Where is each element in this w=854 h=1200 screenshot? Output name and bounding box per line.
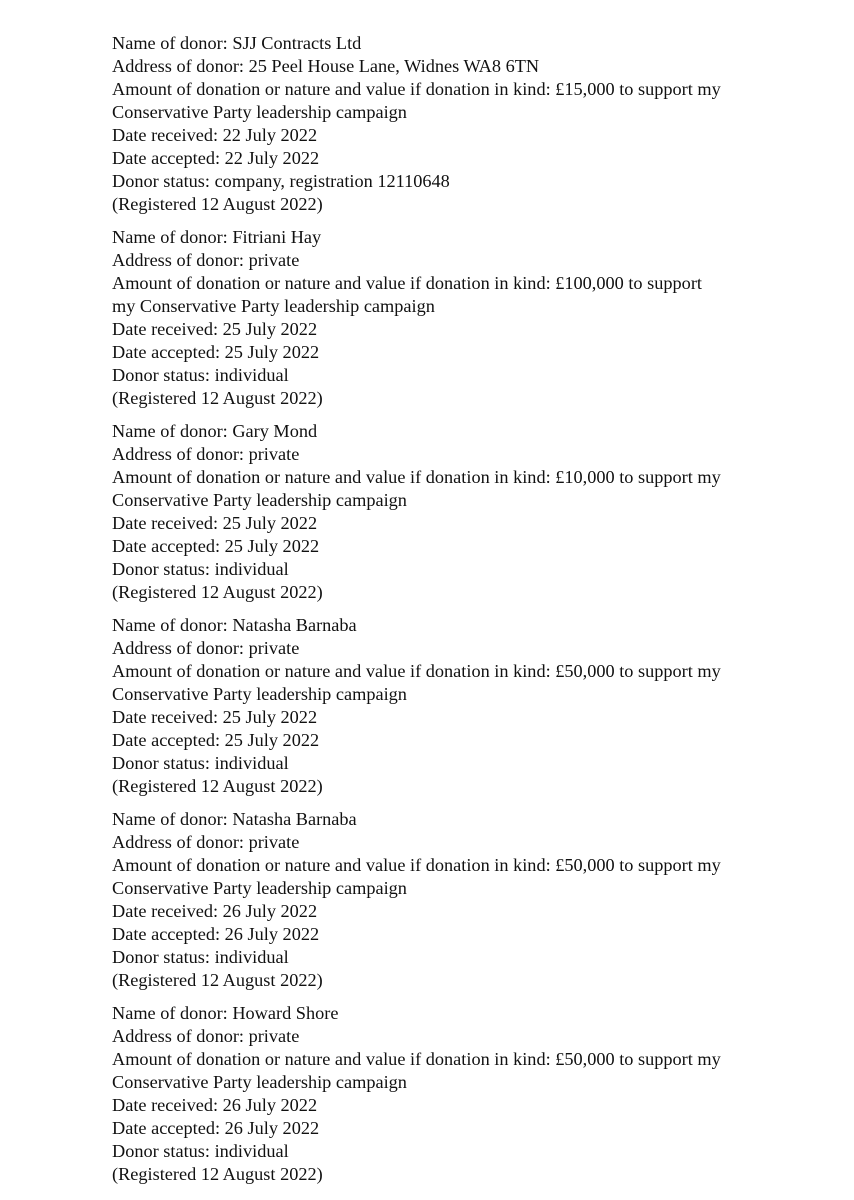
- donation-entry-natasha-barnaba-2: [112, 808, 812, 992]
- date-accepted: Date accepted: 22 July 2022: [112, 148, 320, 168]
- date-accepted: Date accepted: 26 July 2022: [112, 1118, 320, 1138]
- donation-amount: Amount of donation or nature and value if donation in kind: £50,000 to support my: [112, 661, 721, 681]
- donor-address: Address of donor: 25 Peel House Lane, Widnes WA8 6TN: [112, 56, 540, 76]
- donor-status: Donor status: company, registration 12110648: [112, 171, 450, 191]
- donation-amount: Amount of donation or nature and value if donation in kind: £50,000 to support my: [112, 1049, 721, 1069]
- donor-status: Donor status: individual: [112, 365, 289, 385]
- donor-name: Name of donor: Howard Shore: [112, 1003, 339, 1023]
- donation-amount: Amount of donation or nature and value if donation in kind: £10,000 to support my: [112, 467, 721, 487]
- registered-date: (Registered 12 August 2022): [112, 388, 323, 408]
- donor-address: Address of donor: private: [112, 638, 300, 658]
- donation-amount: Amount of donation or nature and value if donation in kind: £50,000 to support my: [112, 855, 721, 875]
- date-received: Date received: 22 July 2022: [112, 125, 318, 145]
- donor-name: Name of donor: Fitriani Hay: [112, 227, 322, 247]
- date-accepted: Date accepted: 26 July 2022: [112, 924, 320, 944]
- date-received: Date received: 25 July 2022: [112, 319, 318, 339]
- donation-amount-continued: Conservative Party leadership campaign: [112, 490, 407, 510]
- date-received: Date received: 26 July 2022: [112, 1095, 318, 1115]
- date-received: Date received: 25 July 2022: [112, 513, 318, 533]
- donation-entry-sjj-contracts: [112, 32, 812, 216]
- donor-status: Donor status: individual: [112, 1141, 289, 1161]
- donation-amount-continued: Conservative Party leadership campaign: [112, 1072, 407, 1092]
- donation-amount: Amount of donation or nature and value if donation in kind: £15,000 to support my: [112, 79, 721, 99]
- date-accepted: Date accepted: 25 July 2022: [112, 342, 320, 362]
- donor-name: Name of donor: Natasha Barnaba: [112, 615, 357, 635]
- registered-date: (Registered 12 August 2022): [112, 970, 323, 990]
- donor-name: Name of donor: Gary Mond: [112, 421, 318, 441]
- donor-address: Address of donor: private: [112, 444, 300, 464]
- date-accepted: Date accepted: 25 July 2022: [112, 730, 320, 750]
- donation-entry-fitriani-hay: [112, 226, 812, 410]
- donor-name: Name of donor: SJJ Contracts Ltd: [112, 33, 362, 53]
- donor-status: Donor status: individual: [112, 753, 289, 773]
- registered-date: (Registered 12 August 2022): [112, 194, 323, 214]
- donor-name: Name of donor: Natasha Barnaba: [112, 809, 357, 829]
- donor-address: Address of donor: private: [112, 832, 300, 852]
- donor-address: Address of donor: private: [112, 250, 300, 270]
- donation-amount-continued: Conservative Party leadership campaign: [112, 878, 407, 898]
- registered-date: (Registered 12 August 2022): [112, 582, 323, 602]
- donation-entry-natasha-barnaba-1: [112, 614, 812, 798]
- donation-amount-continued: Conservative Party leadership campaign: [112, 684, 407, 704]
- date-accepted: Date accepted: 25 July 2022: [112, 536, 320, 556]
- donation-entry-gary-mond: [112, 420, 812, 604]
- donor-status: Donor status: individual: [112, 559, 289, 579]
- donation-entry-howard-shore: [112, 1002, 812, 1186]
- donation-amount: Amount of donation or nature and value if donation in kind: £100,000 to support: [112, 273, 702, 293]
- donation-amount-continued: Conservative Party leadership campaign: [112, 102, 407, 122]
- donor-address: Address of donor: private: [112, 1026, 300, 1046]
- date-received: Date received: 26 July 2022: [112, 901, 318, 921]
- donor-status: Donor status: individual: [112, 947, 289, 967]
- registered-date: (Registered 12 August 2022): [112, 1164, 323, 1184]
- donation-amount-continued: my Conservative Party leadership campaign: [112, 296, 435, 316]
- document-page: [112, 32, 812, 1196]
- date-received: Date received: 25 July 2022: [112, 707, 318, 727]
- registered-date: (Registered 12 August 2022): [112, 776, 323, 796]
